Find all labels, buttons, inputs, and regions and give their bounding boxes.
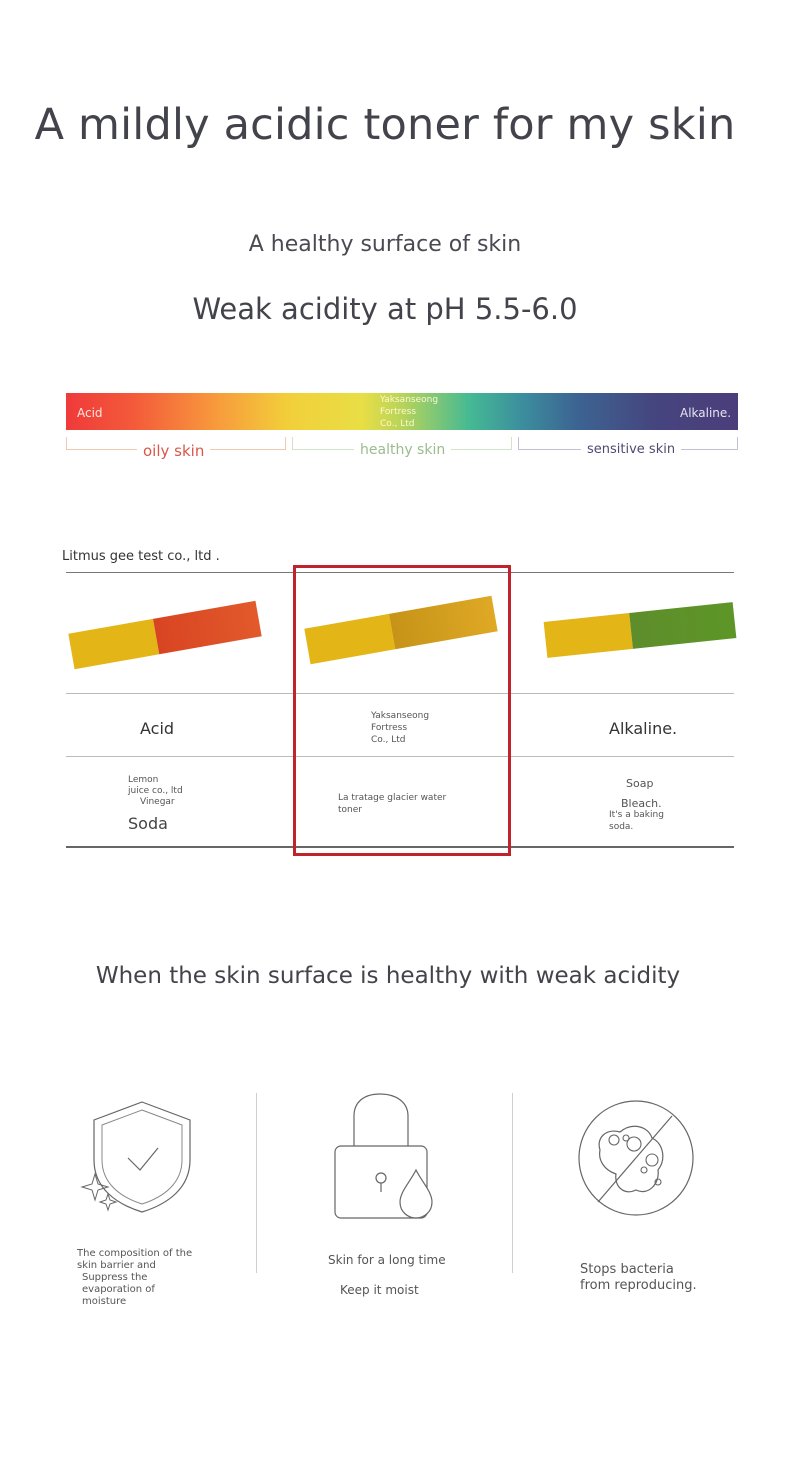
alkaline-litmus-strip [544,602,737,658]
acid-examples: Lemon juice co., ltd Vinegar [128,775,183,807]
subtitle: A healthy surface of skin [248,232,522,257]
alkaline-example-soap: Soap [626,777,654,790]
feature-moist-line2: Keep it moist [340,1283,419,1297]
gradient-center-label: Yaksanseong Fortress Co., Ltd [380,395,439,429]
healthy-skin-label: healthy skin [354,442,451,458]
sensitive-skin-label: sensitive skin [581,442,681,457]
feature-divider [512,1093,513,1273]
gradient-alkaline-label: Alkaline. [680,406,732,420]
toner-examples: La tratage glacier water toner [338,793,447,815]
section-title: When the skin surface is healthy with weak acidity [95,963,681,989]
acid-example-soda: Soda [128,814,168,833]
feature-divider [256,1093,257,1273]
oily-skin-label: oily skin [137,442,210,460]
feature-bacteria-text: Stops bacteria from reproducing. [580,1262,697,1293]
feature-barrier-text: The composition of the skin barrier and Suppress the evaporation of moisture [77,1248,193,1307]
alkaline-example-baking-soda: It's a baking soda. [609,810,664,832]
lock-droplet-icon [330,1092,440,1222]
toner-column-label: Yaksanseong Fortress Co., Ltd [371,711,430,745]
alkaline-example-bleach: Bleach. [621,797,662,810]
litmus-title: Litmus gee test co., ltd . [62,549,220,564]
page-title: A mildly acidic toner for my skin [34,100,736,150]
shield-check-icon [78,1098,198,1218]
acid-column-label: Acid [140,719,175,738]
highlight-box [293,565,511,856]
feature-moist-line1: Skin for a long time [328,1253,446,1267]
no-bacteria-icon [576,1098,696,1218]
ph-subtitle: Weak acidity at pH 5.5-6.0 [192,292,578,326]
acid-litmus-strip [68,601,261,669]
alkaline-column-label: Alkaline. [609,719,678,738]
gradient-acid-label: Acid [77,406,103,420]
